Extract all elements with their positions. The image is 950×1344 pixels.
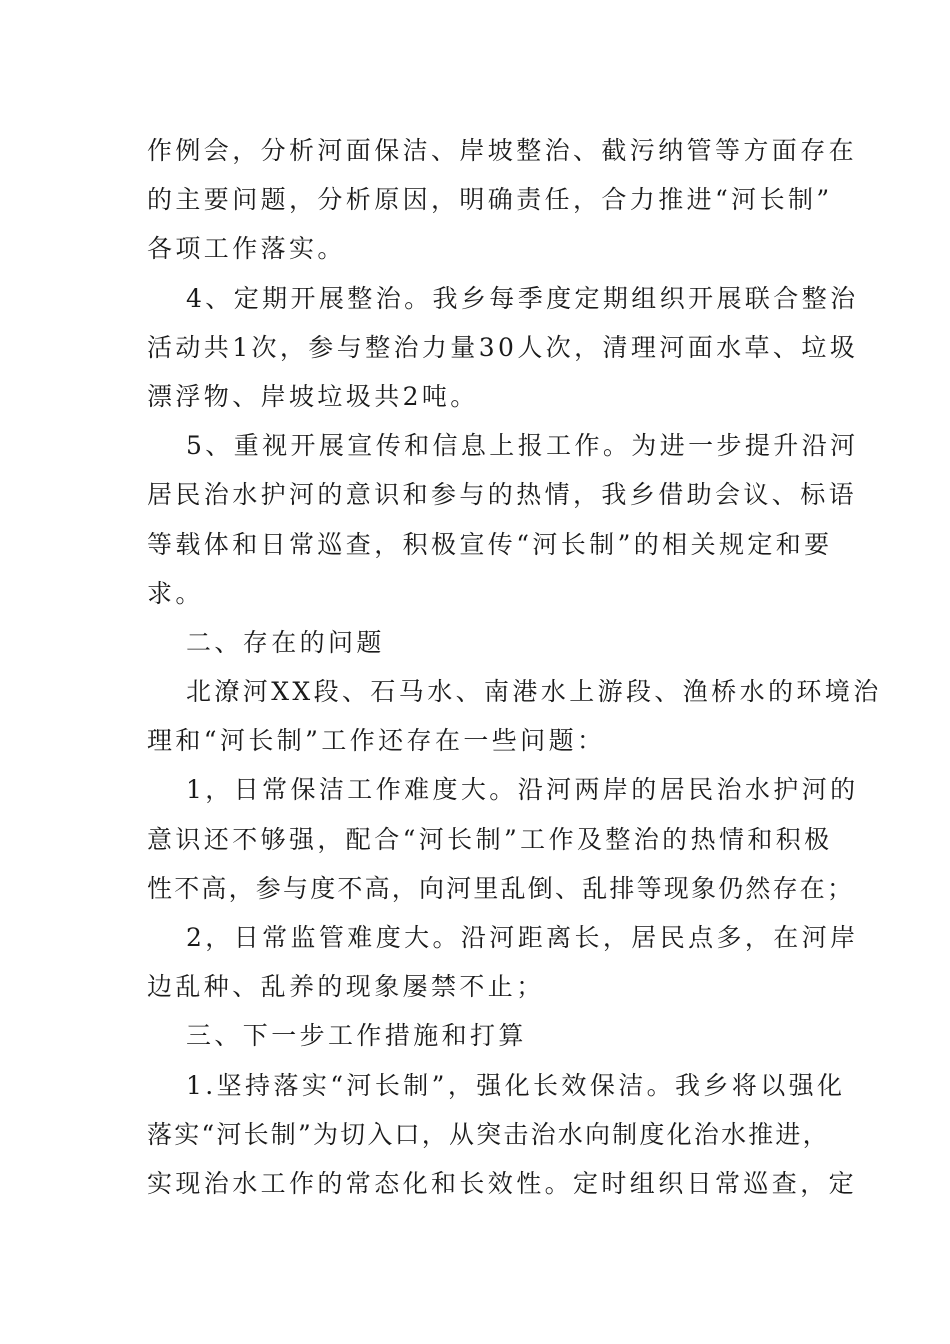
- text-line: 理和“河长制”工作还存在一些问题：: [147, 726, 606, 756]
- section-heading-2: 二、存在的问题: [186, 627, 385, 657]
- text-line: 漂浮物、岸坡垃圾共2吨。: [147, 381, 479, 411]
- problem-item-2: 2，日常监管难度大。沿河距离长，居民点多，在河岸: [186, 923, 859, 952]
- text-line: 实现治水工作的常态化和长效性。定时组织日常巡查，定: [147, 1168, 858, 1198]
- text-line: 性不高，参与度不高，向河里乱倒、乱排等现象仍然存在；: [147, 873, 855, 903]
- paragraph-intro: 北潦河XX段、石马水、南港水上游段、渔桥水的环境治: [186, 677, 882, 707]
- problem-item-1: 1，日常保洁工作难度大。沿河两岸的居民治水护河的: [186, 775, 859, 805]
- text-line: 的主要问题，分析原因，明确责任，合力推进“河长制”: [147, 185, 833, 215]
- text-line: 边乱种、乱养的现象屡禁不止；: [147, 972, 545, 1002]
- text-line: 居民治水护河的意识和参与的热情，我乡借助会议、标语: [147, 480, 858, 510]
- paragraph-item-5: 5、重视开展宣传和信息上报工作。为进一步提升沿河: [186, 431, 859, 461]
- section-heading-3: 三、下一步工作措施和打算: [186, 1021, 527, 1051]
- document-body: [147, 126, 882, 1208]
- text-line: 各项工作落实。: [147, 234, 346, 264]
- text-line: 落实“河长制”为切入口，从突击治水向制度化治水推进，: [147, 1119, 830, 1149]
- text-line: 活动共1次，参与整治力量30人次，清理河面水草、垃圾: [147, 332, 859, 362]
- measure-item-1: 1.坚持落实“河长制”，强化长效保洁。我乡将以强化: [186, 1070, 846, 1100]
- text-line: 作例会，分析河面保洁、岸坡整治、截污纳管等方面存在: [147, 136, 858, 165]
- text-line: 等载体和日常巡查，积极宣传“河长制”的相关规定和要: [147, 529, 833, 559]
- text-line: 意识还不够强，配合“河长制”工作及整治的热情和积极: [147, 824, 833, 854]
- text-line: 求。: [147, 578, 204, 608]
- paragraph-item-4: 4、定期开展整治。我乡每季度定期组织开展联合整治: [186, 283, 859, 313]
